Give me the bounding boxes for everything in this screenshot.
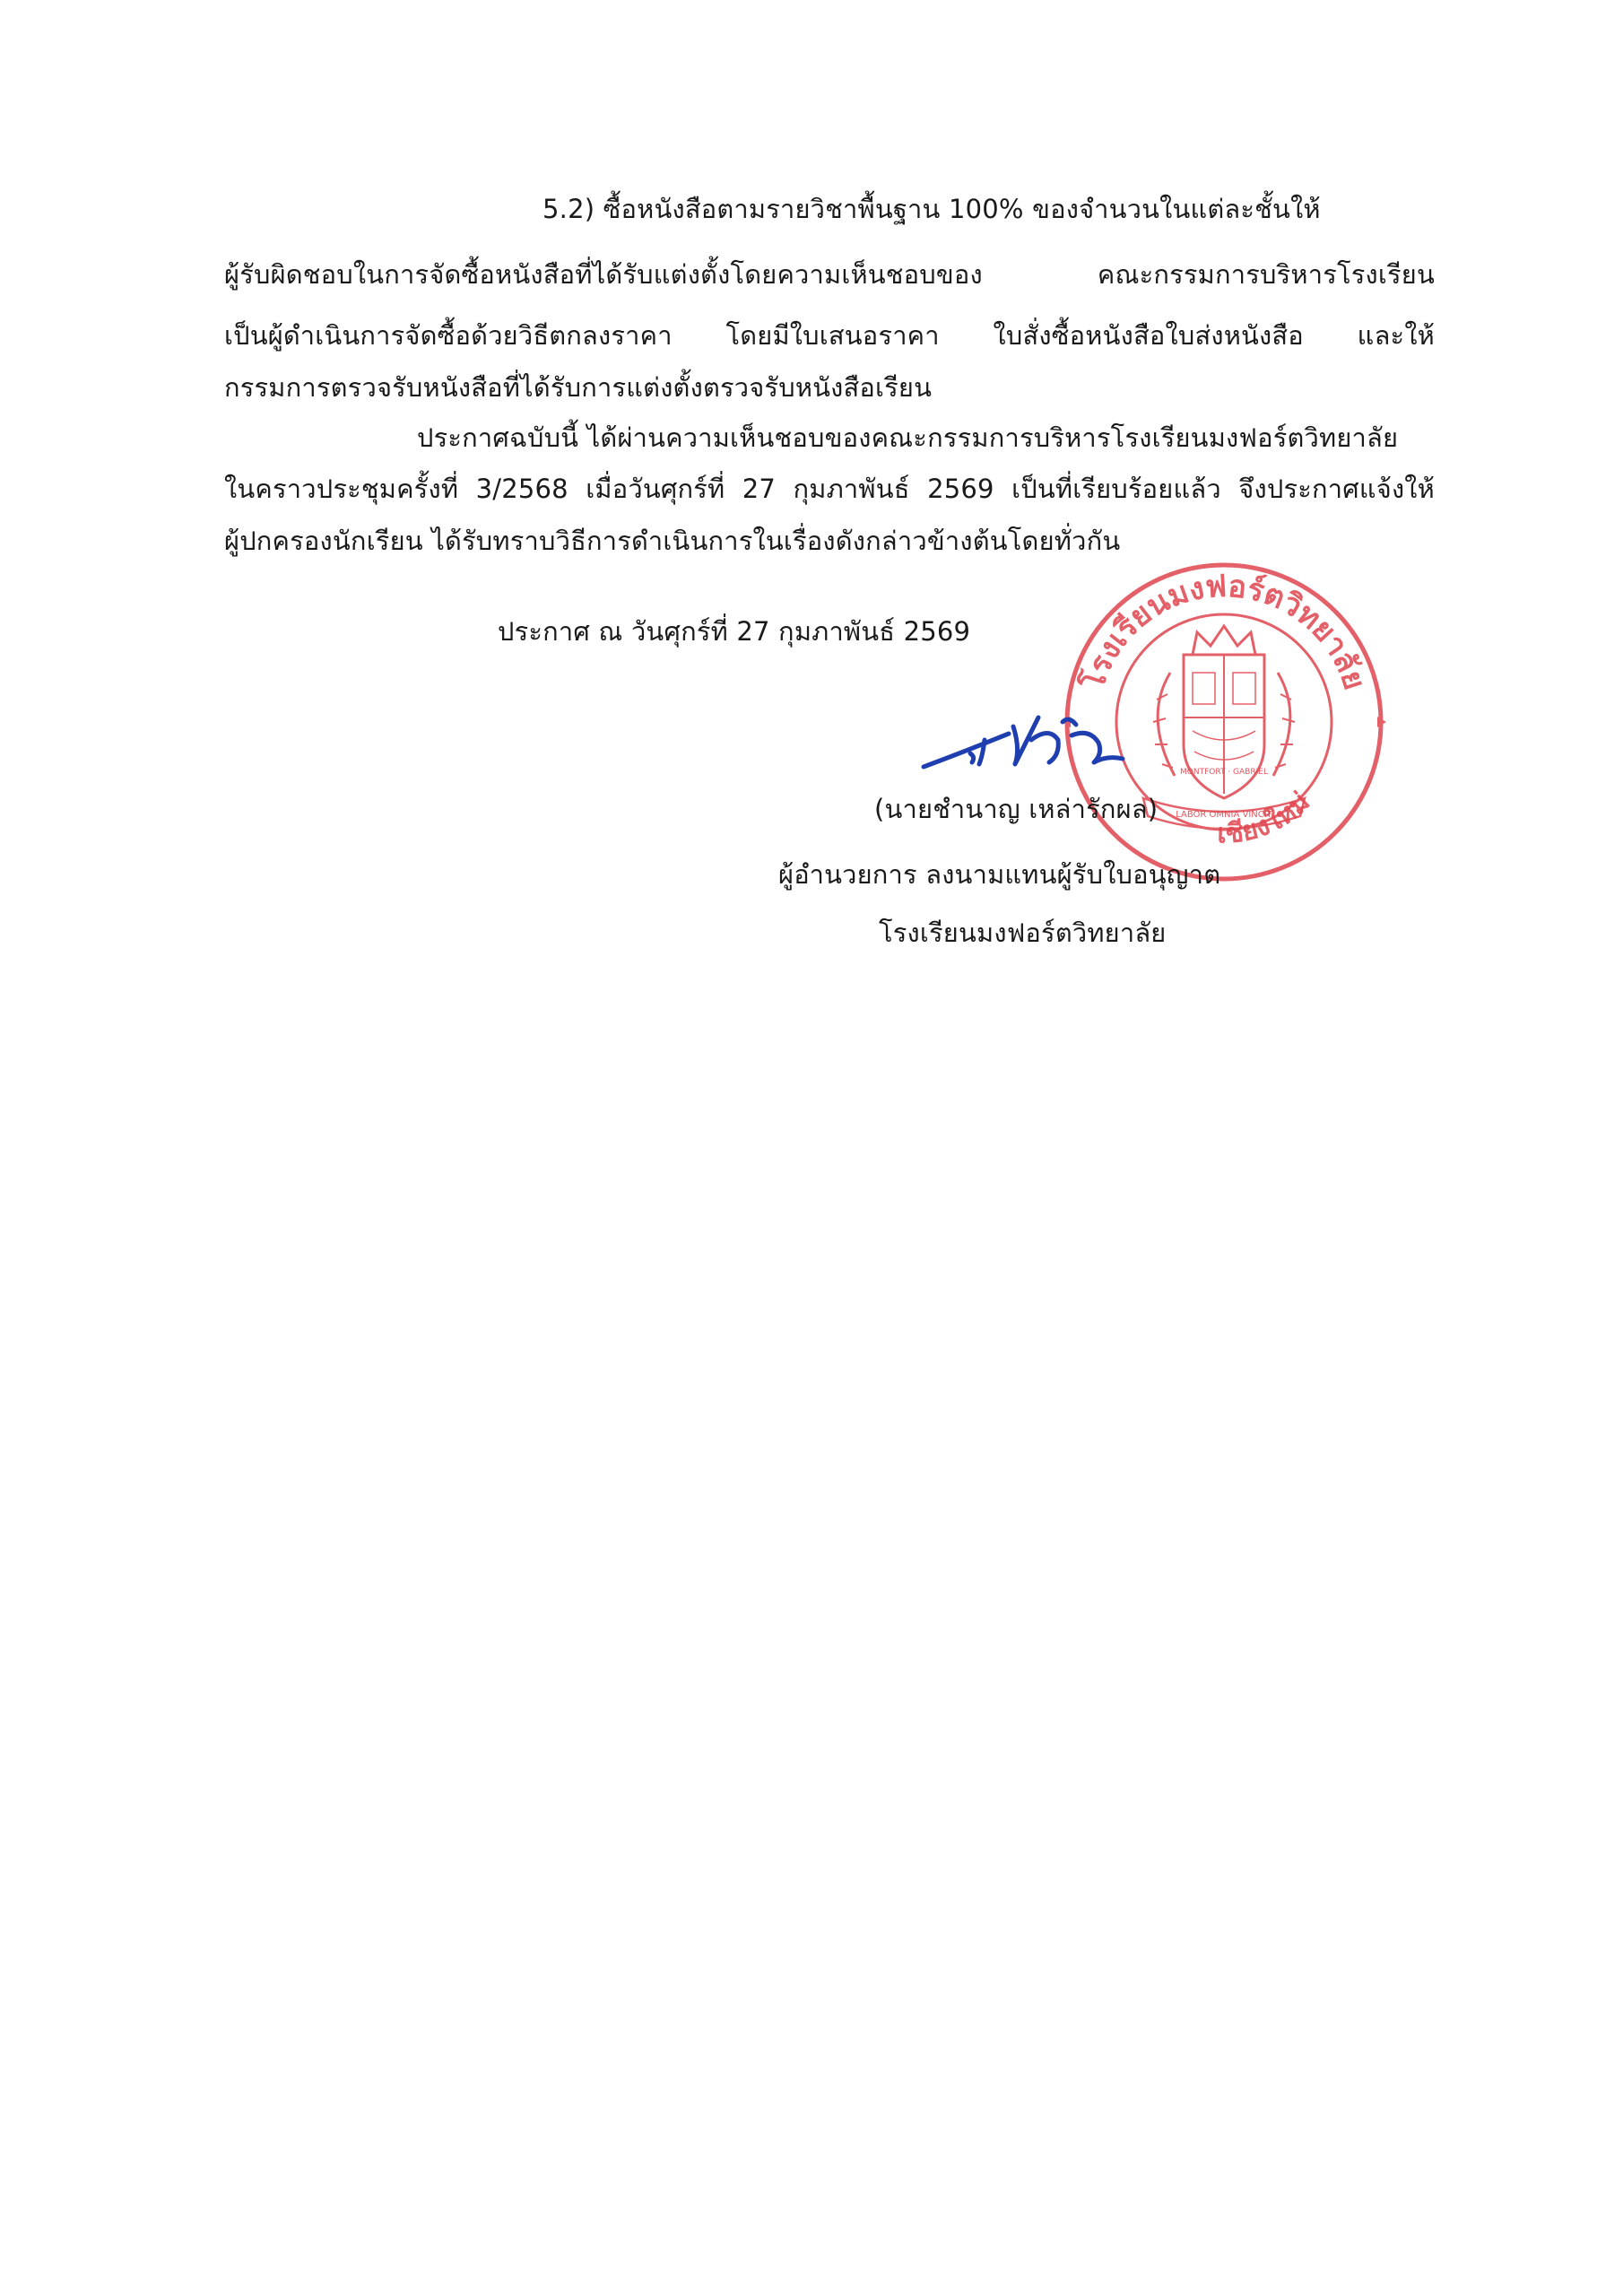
stamp-bottom-text: เชียงใหม่ xyxy=(1217,786,1316,850)
signatory-name: (นายชำนาญ เหล่ารักผล) xyxy=(874,794,1159,824)
stamp-band-text: MONTFORT · GABRIEL xyxy=(1180,768,1268,777)
paragraph-line: เป็นผู้ดำเนินการจัดซื้อด้วยวิธีตกลงราคา โดยมีใบเสนอราคา ใบสั่งซื้อหนังสือใบส่งหนังสือ และให้ xyxy=(224,320,1435,351)
paragraph-line: 5.2) ซื้อหนังสือตามรายวิชาพื้นฐาน 100% ของจำนวนในแต่ละชั้นให้ xyxy=(542,194,1321,224)
paragraph-line: ในคราวประชุมครั้งที่ 3/2568 เมื่อวันศุกร์ที่ 27 กุมภาพันธ์ 2569 เป็นที่เรียบร้อยแล้ว จึงประกาศแจ้งให้ xyxy=(224,474,1435,504)
paragraph-line: กรรมการตรวจรับหนังสือที่ได้รับการแต่งตั้งตรวจรับหนังสือเรียน xyxy=(224,372,933,403)
stamp-motto: LABOR OMNIA VINCIT xyxy=(1176,810,1272,820)
paragraph-line: ประกาศฉบับนี้ ได้ผ่านความเห็นชอบของคณะกรรมการบริหารโรงเรียนมงฟอร์ตวิทยาลัย xyxy=(417,422,1399,453)
announcement-date: ประกาศ ณ วันศุกร์ที่ 27 กุมภาพันธ์ 2569 xyxy=(498,616,971,647)
paragraph-line: ผู้รับผิดชอบในการจัดซื้อหนังสือที่ได้รับแต่งตั้งโดยความเห็นชอบของ คณะกรรมการบริหารโรงเรียน xyxy=(224,259,1435,290)
signatory-title: ผู้อำนวยการ ลงนามแทนผู้รับใบอนุญาต xyxy=(778,859,1221,890)
signatory-school: โรงเรียนมงฟอร์ตวิทยาลัย xyxy=(879,918,1167,948)
paragraph-line: ผู้ปกครองนักเรียน ได้รับทราบวิธีการดำเนินการในเรื่องดังกล่าวข้างต้นโดยทั่วกัน xyxy=(224,526,1121,556)
handwritten-signature xyxy=(915,700,1175,789)
stamp-top-text: โรงเรียนมงฟอร์ตวิทยาลัย xyxy=(1075,568,1373,694)
